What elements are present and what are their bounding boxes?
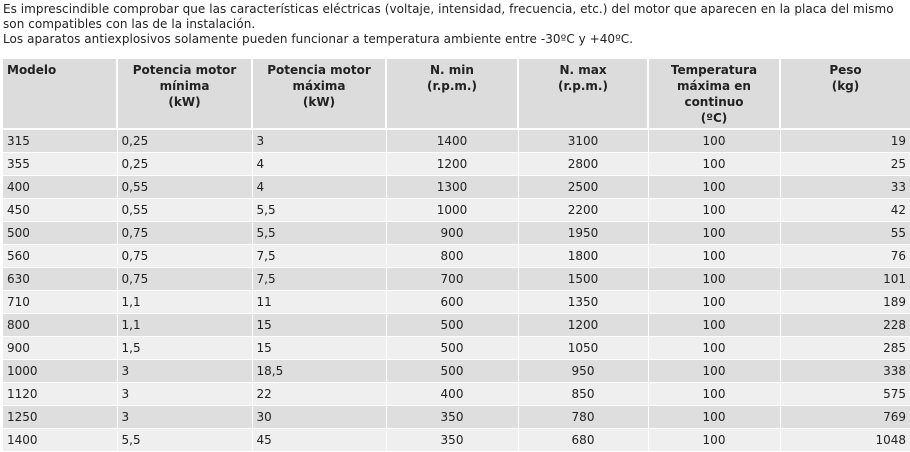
cell-n-min: 1300 (386, 175, 518, 198)
header-line: (r.p.m.) (558, 79, 608, 93)
cell-n-min: 700 (386, 267, 518, 290)
header-line: Temperatura (670, 63, 758, 77)
cell-temperatura: 100 (648, 313, 780, 336)
cell-n-min: 400 (386, 382, 518, 405)
cell-n-max: 950 (518, 359, 648, 382)
cell-n-max: 1950 (518, 221, 648, 244)
header-line: Modelo (7, 63, 57, 77)
header-line: (kW) (168, 95, 201, 109)
cell-temperatura: 100 (648, 428, 780, 451)
header-line: mínima (159, 79, 210, 93)
cell-peso: 33 (780, 175, 910, 198)
cell-temperatura: 100 (648, 336, 780, 359)
cell-n-min: 1200 (386, 152, 518, 175)
cell-potencia-minima: 1,1 (117, 313, 252, 336)
cell-n-min: 1000 (386, 198, 518, 221)
cell-n-min: 500 (386, 359, 518, 382)
cell-temperatura: 100 (648, 382, 780, 405)
intro-temperature-note: Los aparatos antiexplosivos solamente pueden funcionar a temperatura ambiente entre -30ºC y +40ºC. (3, 32, 634, 46)
table-row (3, 382, 910, 405)
cell-temperatura: 100 (648, 290, 780, 313)
cell-n-min: 600 (386, 290, 518, 313)
header-line: Peso (829, 63, 862, 77)
cell-potencia-minima: 3 (117, 359, 252, 382)
cell-peso: 101 (780, 267, 910, 290)
table-row (3, 129, 910, 152)
header-line: Potencia motor (132, 63, 237, 77)
cell-modelo: 450 (3, 198, 117, 221)
cell-n-min: 900 (386, 221, 518, 244)
cell-peso: 575 (780, 382, 910, 405)
cell-n-max: 1500 (518, 267, 648, 290)
header-line: (r.p.m.) (427, 79, 477, 93)
table-row (3, 244, 910, 267)
cell-potencia-minima: 0,25 (117, 129, 252, 152)
cell-peso: 769 (780, 405, 910, 428)
table-row (3, 336, 910, 359)
table-row (3, 359, 910, 382)
cell-n-max: 680 (518, 428, 648, 451)
motor-spec-table (3, 59, 910, 452)
cell-potencia-maxima: 3 (252, 129, 386, 152)
header-line: máxima (292, 79, 346, 93)
cell-potencia-maxima: 30 (252, 405, 386, 428)
cell-potencia-minima: 0,75 (117, 221, 252, 244)
cell-n-min: 500 (386, 336, 518, 359)
cell-n-min: 350 (386, 428, 518, 451)
cell-potencia-minima: 3 (117, 405, 252, 428)
cell-peso: 55 (780, 221, 910, 244)
cell-peso: 338 (780, 359, 910, 382)
cell-n-min: 350 (386, 405, 518, 428)
header-potencia-minima (117, 59, 252, 129)
cell-peso: 285 (780, 336, 910, 359)
cell-potencia-maxima: 5,5 (252, 198, 386, 221)
table-row (3, 428, 910, 451)
table-row (3, 405, 910, 428)
cell-temperatura: 100 (648, 221, 780, 244)
cell-potencia-maxima: 11 (252, 290, 386, 313)
cell-temperatura: 100 (648, 359, 780, 382)
table-row (3, 290, 910, 313)
cell-modelo: 560 (3, 244, 117, 267)
cell-peso: 228 (780, 313, 910, 336)
header-peso (780, 59, 910, 129)
cell-n-max: 780 (518, 405, 648, 428)
cell-modelo: 710 (3, 290, 117, 313)
cell-modelo: 630 (3, 267, 117, 290)
cell-potencia-maxima: 5,5 (252, 221, 386, 244)
header-temperatura (648, 59, 780, 129)
cell-n-min: 800 (386, 244, 518, 267)
cell-potencia-minima: 1,5 (117, 336, 252, 359)
cell-n-max: 1350 (518, 290, 648, 313)
cell-temperatura: 100 (648, 129, 780, 152)
cell-modelo: 900 (3, 336, 117, 359)
header-line: máxima en continuo (677, 79, 751, 109)
cell-peso: 1048 (780, 428, 910, 451)
cell-peso: 25 (780, 152, 910, 175)
cell-temperatura: 100 (648, 405, 780, 428)
cell-potencia-maxima: 4 (252, 175, 386, 198)
cell-potencia-minima: 0,25 (117, 152, 252, 175)
header-potencia-maxima (252, 59, 386, 129)
header-line: N. max (559, 63, 607, 77)
cell-modelo: 1400 (3, 428, 117, 451)
cell-potencia-minima: 0,55 (117, 175, 252, 198)
cell-modelo: 1120 (3, 382, 117, 405)
cell-potencia-maxima: 4 (252, 152, 386, 175)
cell-temperatura: 100 (648, 175, 780, 198)
cell-potencia-maxima: 45 (252, 428, 386, 451)
cell-n-max: 2800 (518, 152, 648, 175)
cell-modelo: 800 (3, 313, 117, 336)
cell-potencia-minima: 0,75 (117, 244, 252, 267)
cell-potencia-minima: 0,55 (117, 198, 252, 221)
cell-peso: 19 (780, 129, 910, 152)
cell-potencia-maxima: 15 (252, 336, 386, 359)
table-row (3, 152, 910, 175)
cell-n-max: 2200 (518, 198, 648, 221)
cell-potencia-minima: 0,75 (117, 267, 252, 290)
header-line: (kg) (831, 79, 860, 93)
cell-modelo: 355 (3, 152, 117, 175)
table-header-row (3, 59, 910, 129)
cell-temperatura: 100 (648, 267, 780, 290)
cell-potencia-maxima: 7,5 (252, 267, 386, 290)
header-line: N. min (430, 63, 474, 77)
cell-peso: 189 (780, 290, 910, 313)
table-row (3, 267, 910, 290)
intro-compatibility-note: Es imprescindible comprobar que las características eléctricas (voltaje, intensidad, frecuencia, etc.) del motor que aparecen en la placa del mismo son compatibles con las de la instalación. (3, 2, 894, 31)
header-n-max (518, 59, 648, 129)
table-row (3, 198, 910, 221)
table-row (3, 175, 910, 198)
cell-temperatura: 100 (648, 198, 780, 221)
cell-modelo: 500 (3, 221, 117, 244)
cell-potencia-maxima: 22 (252, 382, 386, 405)
header-modelo (3, 59, 117, 129)
cell-n-max: 1050 (518, 336, 648, 359)
table-row (3, 313, 910, 336)
cell-modelo: 315 (3, 129, 117, 152)
cell-n-max: 1200 (518, 313, 648, 336)
cell-temperatura: 100 (648, 152, 780, 175)
cell-potencia-minima: 3 (117, 382, 252, 405)
table-row (3, 221, 910, 244)
cell-modelo: 400 (3, 175, 117, 198)
cell-peso: 42 (780, 198, 910, 221)
cell-potencia-maxima: 7,5 (252, 244, 386, 267)
header-line: Potencia motor (267, 63, 371, 77)
cell-modelo: 1000 (3, 359, 117, 382)
cell-potencia-maxima: 15 (252, 313, 386, 336)
cell-n-min: 500 (386, 313, 518, 336)
cell-temperatura: 100 (648, 244, 780, 267)
cell-n-max: 2500 (518, 175, 648, 198)
header-line: (kW) (302, 95, 336, 109)
intro-text (0, 0, 910, 47)
cell-potencia-maxima: 18,5 (252, 359, 386, 382)
header-line: (ºC) (700, 111, 728, 125)
cell-n-max: 3100 (518, 129, 648, 152)
cell-potencia-minima: 1,1 (117, 290, 252, 313)
header-n-min (386, 59, 518, 129)
table-body (3, 129, 910, 451)
cell-modelo: 1250 (3, 405, 117, 428)
cell-n-min: 1400 (386, 129, 518, 152)
cell-n-max: 850 (518, 382, 648, 405)
cell-potencia-minima: 5,5 (117, 428, 252, 451)
cell-peso: 76 (780, 244, 910, 267)
cell-n-max: 1800 (518, 244, 648, 267)
